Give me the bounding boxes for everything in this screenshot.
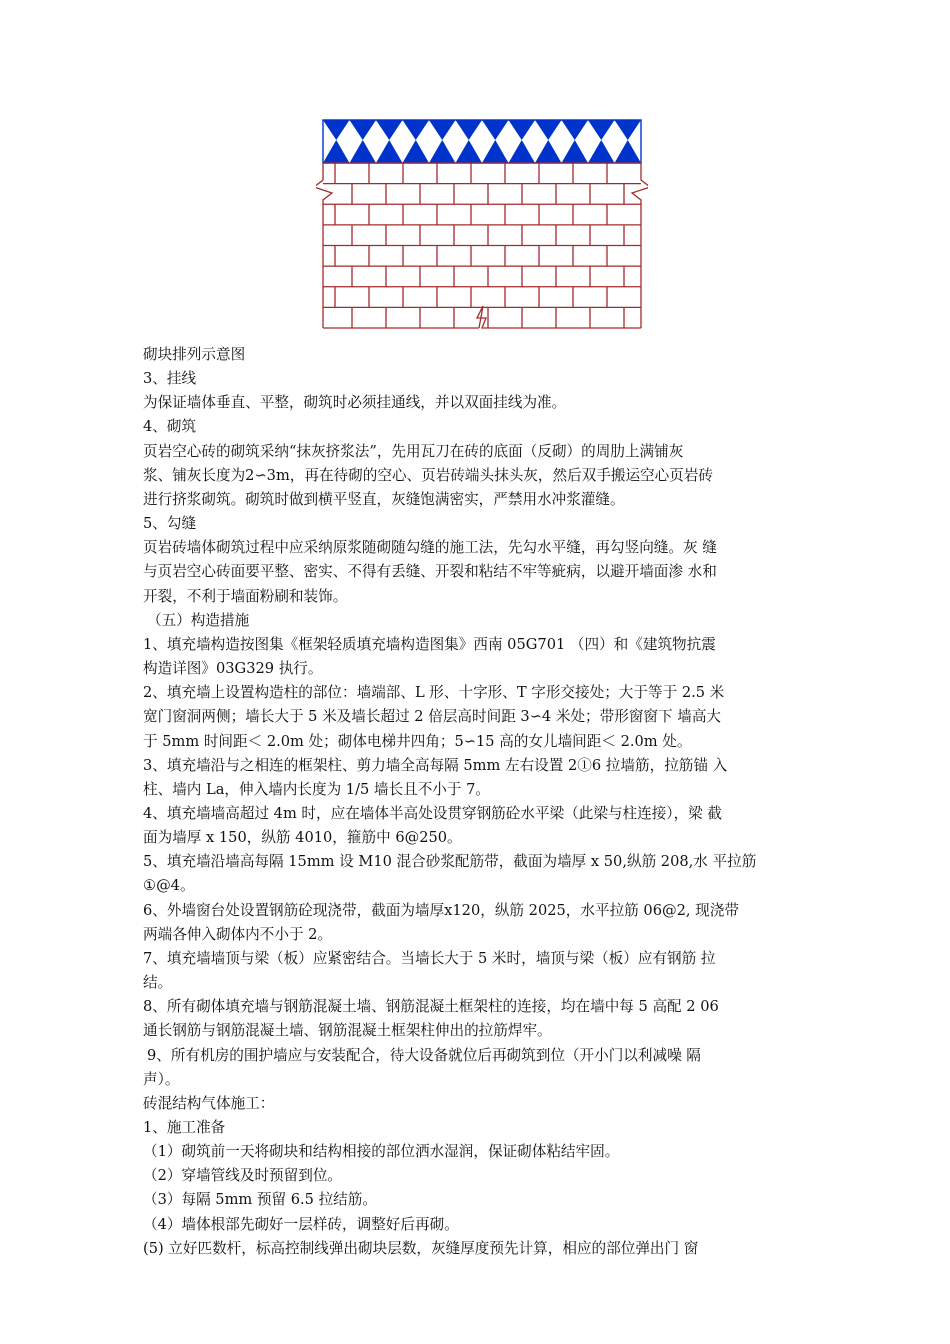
paragraph-line: 开裂，不利于墙面粉刷和装饰。 — [143, 587, 348, 605]
body-text — [143, 343, 823, 1261]
list-item: （3）每隔 5mm 预留 6.5 拉结筋。 — [143, 1191, 377, 1209]
paragraph-line: 通长钢筋与钢筋混凝土墙、钢筋混凝土框架柱伸出的拉筋焊牢。 — [143, 1022, 552, 1040]
paragraph-line: 9、所有机房的围护墙应与安装配合，待大设备就位后再砌筑到位（开小门以利减噪 隔 — [147, 1046, 701, 1064]
paragraph-line: 浆、铺灰长度为2∽3m，再在待砌的空心、页岩砖端头抹头灰，然后双手搬运空心页岩砖 — [143, 466, 714, 484]
paragraph-line: 构造详图》03G329 执行。 — [143, 660, 323, 678]
list-item: （2）穿墙管线及时预留到位。 — [143, 1167, 343, 1185]
figure-caption: 砌块排列示意图 — [143, 346, 246, 363]
paragraph-line: 4、填充墙墙高超过 4m 时，应在墙体半高处设贯穿钢筋砼水平梁（此梁与柱连接），梁 截 — [143, 804, 722, 822]
paragraph-line: ①@4。 — [143, 877, 195, 895]
paragraph-line: 1、填充墙构造按图集《框架轻质填充墙构造图集》西南 05G701 （四）和《建筑物抗震 — [143, 635, 716, 653]
paragraph-line: 6、外墙窗台处设置钢筋砼现浇带，截面为墙厚x120，纵筋 2025，水平拉筋 06@2, 现浇带 — [143, 901, 739, 919]
list-item: （1）砌筑前一天将砌块和结构相接的部位洒水湿润，保证砌体粘结牢固。 — [143, 1143, 620, 1161]
paragraph-line: 页岩砖墙体砌筑过程中应采纳原浆随砌随勾缝的施工法，先勾水平缝，再勾竖向缝。灰 缝 — [143, 539, 717, 557]
paragraph-line: 7、填充墙墙顶与梁（板）应紧密结合。当墙长大于 5 米时，墙顶与梁（板）应有钢筋 拉 — [143, 949, 716, 967]
paragraph-line: 面为墙厚 x 150，纵筋 4010，箍筋中 6@250。 — [143, 829, 462, 847]
paragraph-line: 与页岩空心砖面要平整、密实、不得有丢缝、开裂和粘结不牢等疵病，以避开墙面渗 水和 — [143, 563, 717, 581]
heading-masonry: 4、砌筑 — [143, 418, 197, 436]
heading-preparation: 1、施工准备 — [143, 1119, 226, 1136]
heading-brick-concrete: 砖混结构气体施工： — [143, 1094, 275, 1112]
paragraph-line: 宽门窗洞两侧；墙长大于 5 米及墙长超过 2 倍层高时间距 3∽4 米处；带形窗窗下 墙高大 — [143, 708, 722, 726]
wall-bottom-break — [477, 306, 486, 328]
heading-construction-measures: （五）构造措施 — [147, 611, 250, 629]
paragraph-line: 5、填充墙沿墙高每隔 15mm 设 M10 混合砂浆配筋带，截面为墙厚 x 50,纵筋 208,水 平拉筋 — [143, 853, 757, 871]
paragraph-line: 为保证墙体垂直、平整，砌筑时必须挂通线，并以双面挂线为准。 — [143, 394, 567, 412]
paragraph-line: 声）。 — [143, 1070, 180, 1088]
blue-tile-band — [323, 120, 641, 163]
paragraph-line: 页岩空心砖的砌筑采纳“抹灰挤浆法”，先用瓦刀在砖的底面（反砌）的周肋上满铺灰 — [143, 442, 684, 460]
list-item: （4）墙体根部先砌好一层样砖，调整好后再砌。 — [143, 1215, 459, 1233]
brick-wall — [316, 163, 648, 328]
heading-pointing: 5、勾缝 — [143, 515, 197, 533]
paragraph-line: 于 5mm 时间距＜ 2.0m 处；砌体电梯井四角；5∽15 高的女儿墙间距＜ 2.0m 处。 — [143, 732, 692, 750]
paragraph-line: 两端各伸入砌体内不小于 2。 — [143, 925, 333, 943]
paragraph-line: 进行挤浆砌筑。砌筑时做到横平竖直，灰缝饱满密实，严禁用水冲浆灌缝。 — [143, 490, 625, 508]
paragraph-line: 8、所有砌体填充墙与钢筋混凝土墙、钢筋混凝土框架柱的连接，均在墙中每 5 高配 2 06 — [143, 998, 719, 1016]
paragraph-line: 2、填充墙上设置构造柱的部位：墙端部、L 形、十字形、T 字形交接处；大于等于 2.5 米 — [143, 684, 725, 702]
heading-hanging-line: 3、挂线 — [143, 370, 197, 388]
paragraph-line: 结。 — [143, 974, 173, 992]
list-item: (5) 立好匹数杆，标高控制线弹出砌块层数，灰缝厚度预先计算，相应的部位弹出门 窗 — [143, 1239, 699, 1257]
paragraph-line: 柱、墙内 La，伸入墙内长度为 1/5 墙长且不小于 7。 — [143, 780, 491, 798]
paragraph-line: 3、填充墙沿与之相连的框架柱、剪力墙全高每隔 5mm 左右设置 2①6 拉墙筋，拉筋锚 入 — [143, 756, 728, 774]
block-arrangement-diagram — [316, 116, 648, 334]
